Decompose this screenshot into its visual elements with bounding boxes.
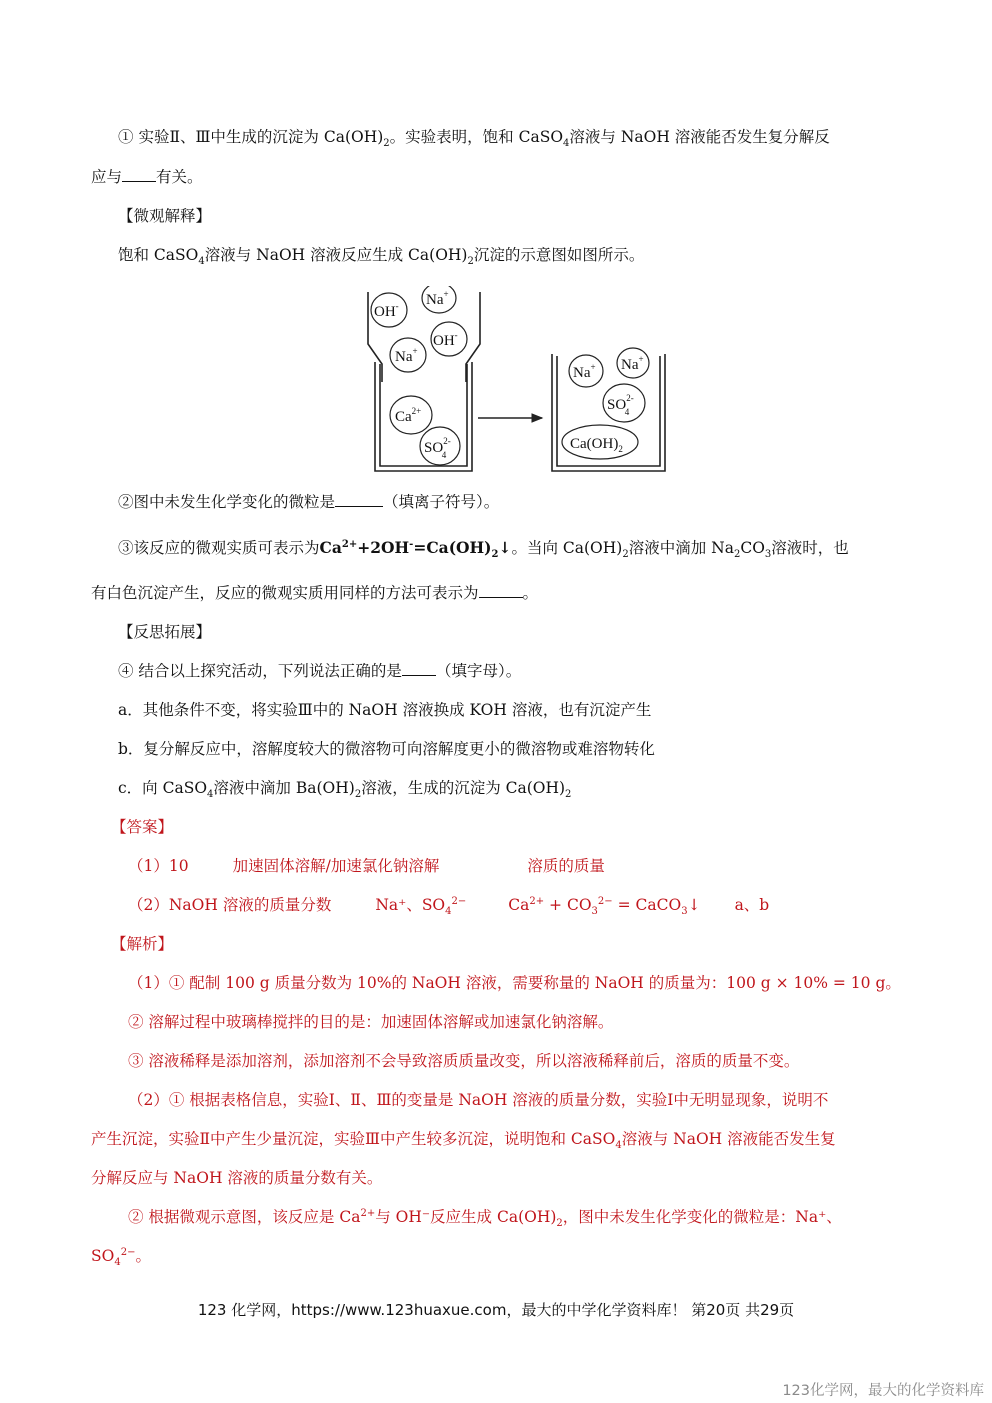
option-c-sub-3: 2 [565, 789, 572, 801]
q2-text-2: （填离子符号）。 [383, 493, 500, 511]
analysis-line-7: ② 根据微观示意图，该反应是 $Ca^{2+}$与 OH⁻反应生成 $Ca(OH)_2$，图中未发生化学变化的微粒是：Na⁺、 [128, 1207, 842, 1230]
option-c-sub-1: 4 [207, 789, 214, 801]
ion-label-so4-r: $SO^{2-}4$ [607, 393, 634, 417]
analysis-line-4: （2）① 根据表格信息，实验Ⅰ、Ⅱ、Ⅲ的变量是 NaOH 溶液的质量分数，实验Ⅰ中无明显现象，说明不 [128, 1091, 829, 1109]
option-c-text-3: 溶液，生成的沉淀为 Ca(OH) [361, 779, 566, 797]
analysis-line-6: 分解反应与 NaOH 溶液的质量分数有关。 [91, 1169, 383, 1187]
analysis-line-5: 产生沉淀，实验Ⅱ中产生少量沉淀，实验Ⅲ中产生较多沉淀，说明饱和 CaSO$_4$溶液与 NaOH 溶液能否发生复 [91, 1130, 836, 1152]
micro-text-3: 沉淀的示意图如图所示。 [473, 246, 645, 264]
micro-text-1: 饱和 CaSO [118, 246, 199, 264]
answer-1c: 溶质的质量 [527, 857, 605, 875]
option-c [118, 778, 572, 801]
q3-equation: $Ca^{2+}+2OH^-=Ca(OH)_2↓$ [319, 538, 512, 561]
q4-text-1: ④ 结合以上探究活动，下列说法正确的是 [118, 662, 402, 680]
ion-label-so4: $SO^{2-}4$ [424, 436, 451, 460]
ion-label-na-b: Na+ [395, 346, 418, 365]
page-footer: 123 化学网，https://www.123huaxue.com，最大的中学化学资料库！ 第20页 共29页 [197, 1301, 795, 1319]
ion-label-oh-a: OH- [374, 301, 399, 320]
q3-answer-blank[interactable] [479, 583, 523, 598]
q1-answer-blank[interactable] [122, 167, 156, 182]
q3-sub-2: 2 [622, 549, 629, 561]
answer-2c: $Ca^{2+} + CO_3^{2-}$ = CaCO$_3$↓ [508, 895, 701, 918]
q3-text-1: ③该反应的微观实质可表示为 [118, 539, 320, 557]
option-a: a．其他条件不变，将实验Ⅲ中的 NaOH 溶液换成 KOH 溶液，也有沉淀产生 [118, 701, 652, 719]
ion-label-na-d: Na+ [621, 354, 644, 373]
answer-line-1 [128, 856, 605, 876]
q2-text-1: ②图中未发生化学变化的微粒是 [118, 493, 336, 511]
option-c-text-1: c．向 CaSO [118, 779, 208, 797]
analysis-heading: 【解析】 [111, 935, 174, 953]
analysis-line-3: ③ 溶液稀释是添加溶剂，添加溶剂不会导致溶质质量改变，所以溶液稀释前后，溶质的质量不变。 [128, 1052, 800, 1070]
q4-line [118, 661, 521, 681]
answer-1a: （1）10 [128, 857, 189, 875]
watermark: 123化学网，最大的化学资料库 [782, 1383, 984, 1399]
option-b: b．复分解反应中，溶解度较大的微溶物可向溶解度更小的微溶物或难溶物转化 [118, 740, 655, 758]
option-c-sub-2: 2 [354, 789, 362, 801]
answer-2b: Na⁺、$SO_4^{2-}$ [375, 895, 467, 918]
q2-answer-blank[interactable] [335, 492, 383, 507]
funnel-right-wall [466, 292, 480, 382]
q1-sub-2: 4 [563, 138, 570, 150]
ion-label-oh-b: OH- [433, 330, 458, 349]
micro-sub-2: 2 [467, 256, 474, 268]
analysis-line-1: （1）① 配制 100 g 质量分数为 10%的 NaOH 溶液，需要称量的 NaOH 的质量为：100 g × 10% = 10 g。 [128, 974, 901, 992]
q3-line1 [118, 538, 849, 561]
q3-sub-3: 2 [733, 549, 741, 561]
option-c-text-2: 溶液中滴加 Ba(OH) [213, 779, 355, 797]
q1-sub-1: 2 [383, 138, 390, 150]
q1-line2 [91, 167, 203, 187]
reflect-heading: 【反思拓展】 [118, 623, 212, 641]
answer-line-2 [128, 895, 770, 918]
analysis-line-8: $SO_4^{2-}$。 [91, 1246, 151, 1269]
reaction-diagram [360, 286, 680, 476]
precipitate-label-caoh2: $Ca(OH)_2$ [570, 436, 623, 454]
answer-2d: a、b [734, 896, 770, 914]
q1-text-2: 。实验表明，饱和 CaSO [389, 128, 564, 146]
q2-line [118, 492, 499, 512]
q3-line2-text-2: 。 [522, 584, 539, 602]
q1-line1 [118, 127, 830, 150]
q3-line2-text-1: 有白色沉淀产生，反应的微观实质用同样的方法可表示为 [91, 584, 479, 602]
q3-text-2: 。当向 Ca(OH) [511, 539, 623, 557]
q1-line2-text-1: 应与 [91, 168, 123, 186]
q4-text-2: （填字母）。 [435, 662, 522, 680]
ion-label-ca: $Ca^{2+}$ [395, 406, 422, 425]
q3-text-4: CO [740, 539, 765, 557]
arrow-head [532, 414, 542, 422]
answer-2a: （2）NaOH 溶液的质量分数 [128, 896, 332, 914]
q1-number: ① [118, 128, 134, 146]
micro-description [118, 245, 645, 268]
q4-answer-blank[interactable] [402, 661, 436, 676]
micro-text-2: 溶液与 NaOH 溶液反应生成 Ca(OH) [204, 246, 468, 264]
micro-sub-1: 4 [198, 256, 205, 268]
q3-text-3: 溶液中滴加 Na [628, 539, 734, 557]
analysis-line-2: ② 溶解过程中玻璃棒搅拌的目的是：加速固体溶解或加速氯化钠溶解。 [128, 1013, 614, 1031]
q1-line2-text-2: 有关。 [156, 168, 203, 186]
q3-sub-4: 3 [764, 549, 772, 561]
q1-text-3: 溶液与 NaOH 溶液能否发生复分解反 [569, 128, 830, 146]
ion-label-na-a: Na+ [426, 289, 449, 308]
q3-text-5: 溶液时，也 [771, 539, 849, 557]
answer-heading: 【答案】 [111, 818, 174, 836]
micro-heading: 【微观解释】 [118, 207, 212, 225]
q3-line2 [91, 583, 538, 603]
q1-text-1: 实验Ⅱ、Ⅲ中生成的沉淀为 Ca(OH) [138, 128, 384, 146]
ion-label-na-c: Na+ [573, 362, 596, 381]
answer-1b: 加速固体溶解/加速氯化钠溶解 [232, 857, 440, 875]
